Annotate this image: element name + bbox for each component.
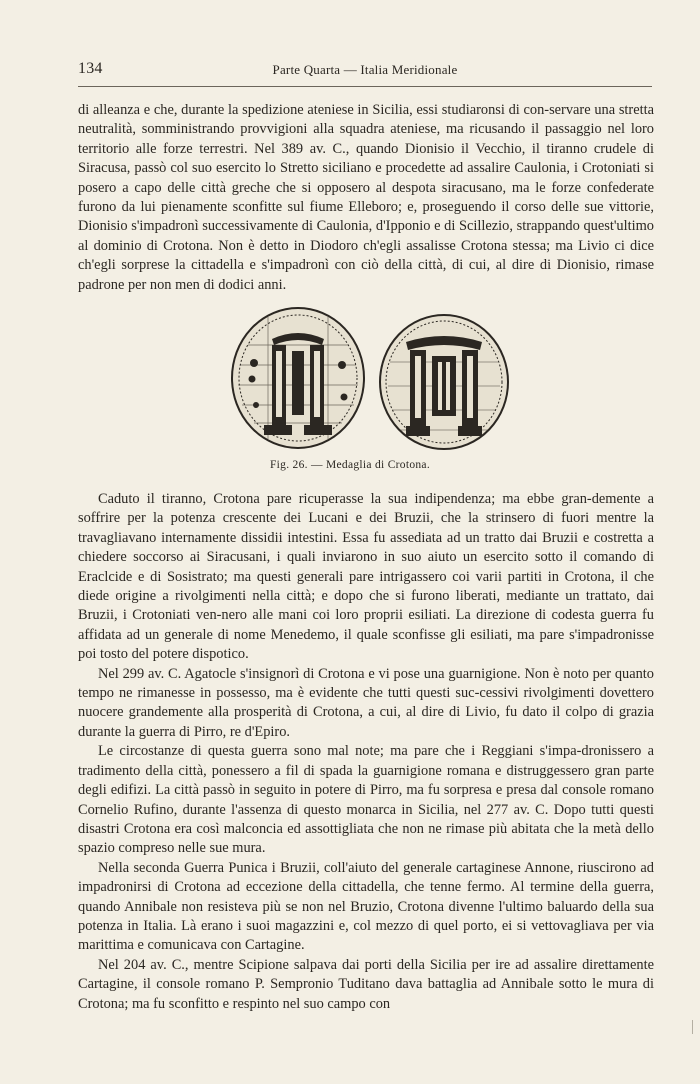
paragraph: Nel 299 av. C. Agatocle s'insignorì di Crotona e vi pose una guarnigione. Non è noto per quanto tempo ne rimanesse in possesso, ma è evidente che tutti questi suc-cessivi rivolgimenti dovettero nuocere grandemente alla prosperità di Crotona, a cui, al dire di Livio, fu dato il colpo di grazia durante la guerra di Pirro, re d'Epiro.: [78, 665, 654, 740]
text-block-top: [78, 101, 654, 295]
running-title: Parte Quarta — Italia Meridionale: [272, 62, 458, 77]
paragraph: Le circostanze di questa guerra sono mal note; ma pare che i Reggiani s'impa-dronissero a tradimento della città, ponessero a fil di spada la guarnigione romana e distruggessero gran parte degli edifizi. La città passò in seguito in potere di Pirro, ma fu sorpresa e presa dal console romano Cornelio Rufino, durante l'assenza di questo monarca in Sicilia, nel 277 av. C. Dopo tutti questi disastri Crotona era così malconcia ed assottigliata che non ne rimase più abitata che la metà dello spazio compreso nelle sue mura.: [78, 743, 654, 857]
paragraph: di alleanza e che, durante la spedizione ateniese in Sicilia, essi studiaronsi di con-servare una stretta neutralità, somministrando provvigioni alla squadra ateniese, ma ricusando il passaggio nel loro territorio alle forze terrestri. Nel 389 av. C., quando Dionisio il Vecchio, il tiranno crudele di Siracusa, passò col suo esercito lo Stretto siciliano e procedette ad assalire Caulonia, i Crotoniati si posero a capo delle città greche che si opposero al despota siracusano, ma le forze confederate furono da lui pienamente sconfitte sul fiume Elleboro; e, proseguendo il corso delle sue vittorie, Dionisio s'impadronì successivamente di Caulonia, d'Ipponio e di Scillezio, strappando quest'ultimo al dominio di Crotona. Non è detto in Diodoro ch'egli assalisse Crotona stessa; ma Livio ci dice ch'egli sorprese la cittadella e s'impadronì con ciò della città, di cui, al dire di Dionisio, rimase padrone per non men di dodici anni.: [78, 102, 654, 293]
page-number: 134: [78, 60, 103, 77]
coin-obverse-image: [228, 305, 368, 451]
paragraph: Nel 204 av. C., mentre Scipione salpava dai porti della Sicilia per ire ad assalire direttamente Cartagine, il console romano P. Sempronio Tuditano dava battaglia ad Annibale sotto le mura di Crotona; ma fu sconfitto e respinto nel suo campo con: [78, 956, 654, 1012]
figure-caption: Fig. 26. — Medaglia di Crotona.: [269, 459, 431, 471]
coin-figure: [228, 305, 518, 455]
running-head: [78, 60, 652, 80]
header-rule: [78, 86, 652, 87]
coin-reverse-image: [376, 312, 512, 452]
paragraph: Nella seconda Guerra Punica i Bruzii, coll'aiuto del generale cartaginese Annone, riuscirono ad impadronirsi di Crotona ad eccezione della cittadella, che tenne fermo. Al termine della guerra, quando Annibale non resisteva più se non nel Bruzio, Crotona divenne l'ultimo baluardo della sua potenza in Italia. Là erano i suoi magazzini e, col mezzo di quel porto, ei si vettovagliava per via marittima e comunicava con Cartagine.: [78, 859, 654, 954]
page-edge-mark: [692, 1020, 696, 1034]
paragraph: Caduto il tiranno, Crotona pare ricuperasse la sua indipendenza; ma ebbe gran-demente a soffrire per la potenza crescente dei Lucani e dei Bruzii, che la strinsero di fuori mentre la travagliavano internamente dissidii intestini. Essa fu assediata ad un tratto dai Bruzii e costretta a chiedere soccorso ai Siracusani, i quali inviarono in suo aiuto un esercito sotto il comando di Eraclcide e di Sosistrato; ma questi generali pare intrigassero coi varii partiti in Crotona, il che diede origine a rivolgimenti nella città; e dopo che si furono liberati, mediante un trattato, dai Bruzii, i Crotoniati ven-nero alle mani coi loro proprii esiliati. La direzione di codesta guerra fu affidata ad un generale di nome Menedemo, il quale sconfisse gli esiliati, ma pare s'impadronisse poi tosto del potere dispotico.: [78, 491, 654, 663]
text-block-bottom: [78, 490, 654, 1014]
